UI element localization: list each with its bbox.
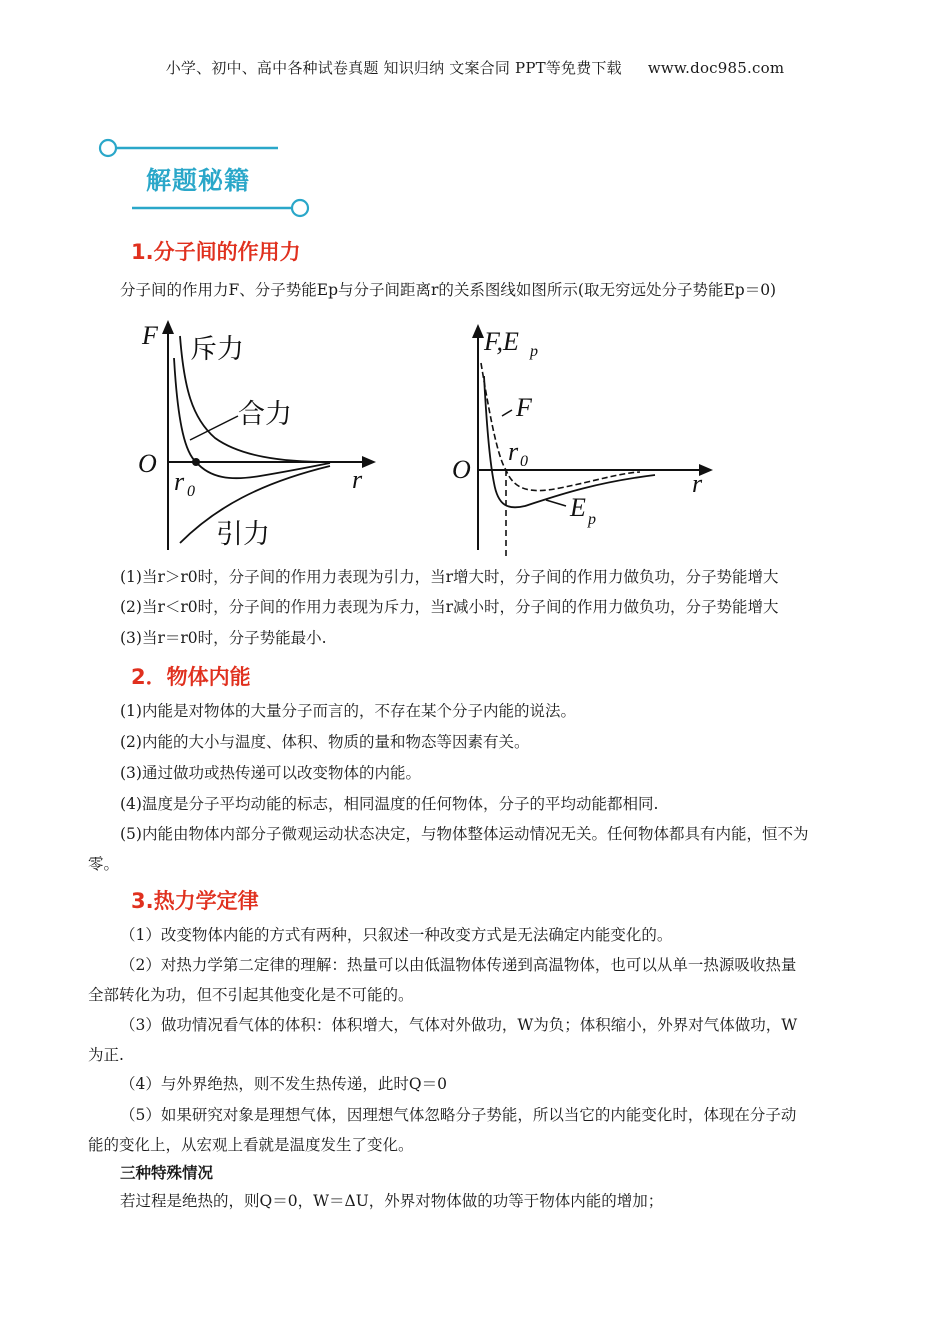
s3-item-3-cont: 为正. xyxy=(88,1046,124,1064)
right-r0-sub: 0 xyxy=(520,453,528,470)
force-curve-dashed xyxy=(481,363,640,491)
s2-item-4: (4)温度是分子平均动能的标志，相同温度的任何物体，分子的平均动能都相同. xyxy=(120,795,659,813)
right-y-sub: p xyxy=(530,343,538,360)
section3-heading: 3.热力学定律 xyxy=(131,889,259,913)
left-x-label: r xyxy=(352,465,363,494)
section1-intro: 分子间的作用力F、分子势能Ep与分子间距离r的关系图线如图所示(取无穷远处分子势能Ep＝0) xyxy=(120,281,777,299)
header-url[interactable]: www.doc985.com xyxy=(647,59,785,77)
repulsion-label: 斥力 xyxy=(190,334,244,365)
s1-item-2: (2)当r＜r0时，分子间的作用力表现为斥力，当r减小时，分子间的作用力做负功，分子势能增大 xyxy=(120,598,779,616)
s2-item-5-cont: 零。 xyxy=(88,855,120,873)
r0-point xyxy=(192,458,200,466)
force-graph-left xyxy=(130,318,380,558)
s3-last: 若过程是绝热的，则Q＝0，W＝ΔU，外界对物体做的功等于物体内能的增加； xyxy=(120,1192,664,1210)
left-x-arrow xyxy=(362,456,376,468)
right-origin-label: O xyxy=(452,455,471,484)
energy-sub: p xyxy=(588,511,596,528)
s3-item-3: （3）做功情况看气体的体积：体积增大，气体对外做功，W为负；体积缩小，外界对气体做功，W xyxy=(120,1016,798,1034)
s3-subheading: 三种特殊情况 xyxy=(120,1163,214,1182)
force-pointer xyxy=(502,410,512,416)
badge-left-circle xyxy=(100,140,116,156)
badge-right-circle xyxy=(292,200,308,216)
s1-item-1: (1)当r＞r0时，分子间的作用力表现为引力，当r增大时，分子间的作用力做负功，分子势能增大 xyxy=(120,568,779,586)
badge-title: 解题秘籍 xyxy=(146,166,251,195)
right-r0-label: r xyxy=(508,437,519,466)
s2-item-2: (2)内能的大小与温度、体积、物质的量和物态等因素有关。 xyxy=(120,733,530,751)
force-energy-graph-right xyxy=(450,318,720,558)
right-y-label: F,E xyxy=(484,327,519,356)
page-header xyxy=(0,57,950,78)
s3-item-2-cont: 全部转化为功，但不引起其他变化是不可能的。 xyxy=(88,986,414,1004)
energy-label: E xyxy=(570,493,586,522)
s3-item-5-cont: 能的变化上，从宏观上看就是温度发生了变化。 xyxy=(88,1136,414,1154)
s3-item-1: （1）改变物体内能的方式有两种，只叙述一种改变方式是无法确定内能变化的。 xyxy=(120,926,673,944)
header-text: 小学、初中、高中各种试卷真题 知识归纳 文案合同 PPT等免费下载 xyxy=(165,59,622,77)
attraction-label: 引力 xyxy=(216,519,270,550)
s2-item-3: (3)通过做功或热传递可以改变物体的内能。 xyxy=(120,764,421,782)
s2-item-5: (5)内能由物体内部分子微观运动状态决定，与物体整体运动情况无关。任何物体都具有内能，恒不为 xyxy=(120,825,809,843)
s3-item-4: （4）与外界绝热，则不发生热传递，此时Q＝0 xyxy=(120,1075,447,1093)
left-r0-label: r xyxy=(174,467,185,496)
section2-heading: 2．物体内能 xyxy=(131,665,251,689)
s2-item-1: (1)内能是对物体的大量分子而言的，不存在某个分子内能的说法。 xyxy=(120,702,576,720)
left-origin-label: O xyxy=(138,449,157,478)
s1-item-3: (3)当r＝r0时，分子势能最小. xyxy=(120,629,327,647)
left-y-arrow xyxy=(162,320,174,334)
net-force-label: 合力 xyxy=(238,399,292,430)
left-r0-sub: 0 xyxy=(187,483,195,500)
right-y-arrow xyxy=(472,324,484,338)
section1-heading: 1.分子间的作用力 xyxy=(131,240,301,264)
energy-pointer xyxy=(546,500,566,506)
right-x-label: r xyxy=(692,469,703,498)
s3-item-5: （5）如果研究对象是理想气体，因理想气体忽略分子势能，所以当它的内能变化时，体现在分子动 xyxy=(120,1106,797,1124)
s3-item-2: （2）对热力学第二定律的理解：热量可以由低温物体传递到高温物体，也可以从单一热源吸收热量 xyxy=(120,956,797,974)
left-y-label: F xyxy=(142,321,158,350)
force-label: F xyxy=(516,393,532,422)
